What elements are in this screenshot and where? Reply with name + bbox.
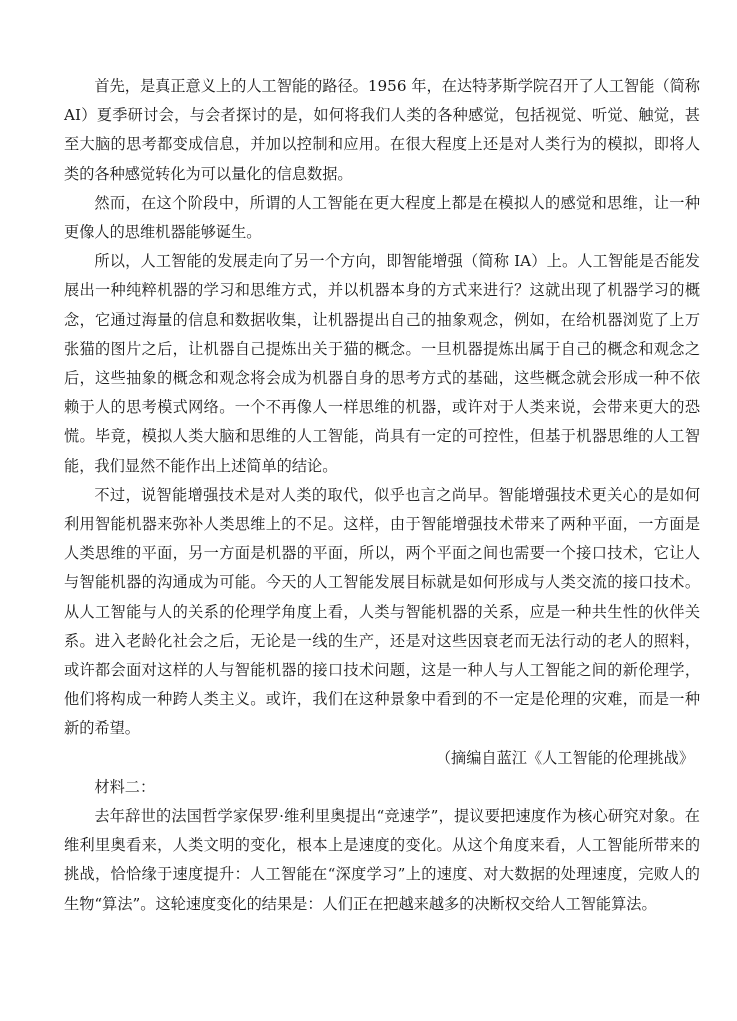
paragraph-intelligence-augmentation: 所以，人工智能的发展走向了另一个方向，即智能增强（简称 IA）上。人工智能是否能发展出一种纯粹机器的学习和思维方式，并以机器本身的方式来进行？这就出现了机器学习的概念，它通过海量的信息和数据收集，让机器提出自己的抽象观念，例如，在给机器浏览了上万张猫的图片之后，让机器自己提炼出关于猫的概念。一旦机器提炼出属于自己的概念和观念之后，这些抽象的概念和观念将会成为机器自身的思考方式的基础，这些概念就会形成一种不依赖于人的思考模式网络。一个不再像人一样思维的机器，或许对于人类来说，会带来更大的恐慌。毕竟，模拟人类大脑和思维的人工智能，尚具有一定的可控性，但基于机器思维的人工智能，我们显然不能作出上述简单的结论。 [64,252,700,475]
paragraph-interface-technology: 不过，说智能增强技术是对人类的取代，似乎也言之尚早。智能增强技术更关心的是如何利用智能机器来弥补人类思维上的不足。这样，由于智能增强技术带来了两种平面，一方面是人类思维的平面，另一方面是机器的平面，所以，两个平面之间也需要一个接口技术，它让人与智能机器的沟通成为可能。今天的人工智能发展目标就是如何形成与人类交流的接口技术。从人工智能与人的关系的伦理学角度上看，人类与智能机器的关系，应是一种共生性的伙伴关系。进入老龄化社会之后，无论是一线的生产，还是对这些因衰老而无法行动的老人的照料，或许都会面对这样的人与智能机器的接口技术问题，这是一种人与人工智能之间的新伦理学，他们将构成一种跨人类主义。或许，我们在这种景象中看到的不一定是伦理的灾难，而是一种新的希望。 [64,485,700,738]
article-body [64,72,700,919]
material-two-heading: 材料二： [94,777,156,796]
paragraph-simulation-stage: 然而，在这个阶段中，所谓的人工智能在更大程度上都是在模拟人的感觉和思维，让一种更像人的思维机器能够诞生。 [64,193,700,242]
paragraph-ai-path: 首先，是真正意义上的人工智能的路径。1956 年，在达特茅斯学院召开了人工智能（简称 AI）夏季研讨会，与会者探讨的是，如何将我们人类的各种感觉，包括视觉、听觉、触觉，甚至大脑的思考都变成信息，并加以控制和应用。在很大程度上还是对人类行为的模拟，即将人类的各种感觉转化为可以量化的信息数据。 [64,77,700,183]
paragraph-dromology: 去年辞世的法国哲学家保罗·维利里奥提出“竞速学”，提议要把速度作为核心研究对象。在维利里奥看来，人类文明的变化，根本上是速度的变化。从这个角度来看，人工智能所带来的挑战，恰恰缘于速度提升：人工智能在“深度学习”上的速度、对大数据的处理速度，完败人的生物“算法”。这轮速度变化的结果是：人们正在把越来越多的决断权交给人工智能算法。 [64,807,700,913]
source-citation: （摘编自蓝江《人工智能的伦理挑战》 [435,748,694,767]
